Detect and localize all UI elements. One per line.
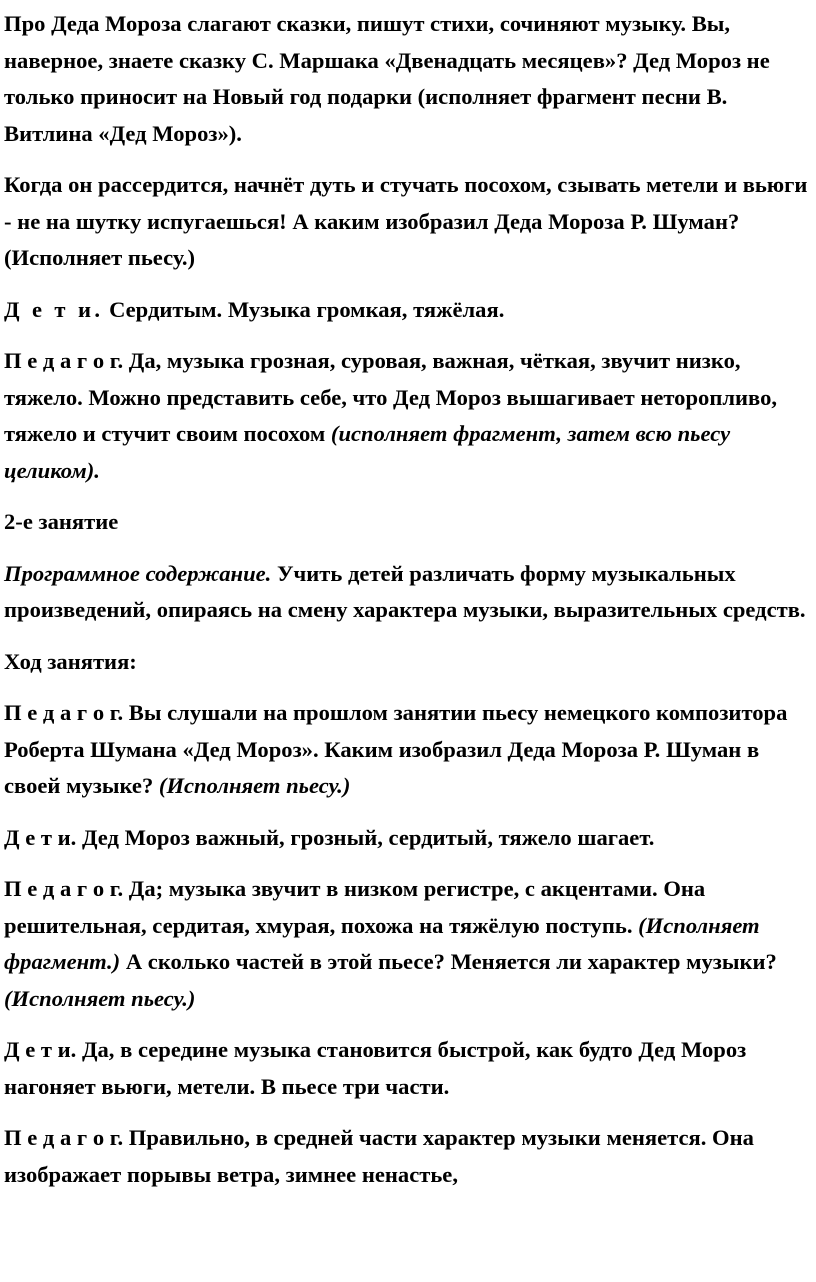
program-content: [4, 556, 812, 629]
heading-text: Ход занятия:: [4, 648, 137, 674]
stage-direction: (исполняет фрагмент, затем всю пьесу целиком).: [4, 421, 731, 483]
dialogue-text-continued: А сколько частей в этой пьесе? Меняется ли характер музыки?: [125, 949, 777, 974]
lesson-heading: [4, 504, 812, 541]
lesson-course-heading: [4, 644, 812, 681]
program-label: Программное содержание.: [4, 560, 272, 586]
speaker-label: П е д а г о г.: [4, 1125, 124, 1150]
dialogue-text: Дед Мороз важный, грозный, сердитый, тяжело шагает.: [81, 824, 655, 850]
dialogue-text: Да, музыка грозная, суровая, важная, чёткая, звучит низко, тяжело. Можно представить себе, что Дед Мороз вышагивает неторопливо, тяжело и стучит своим посохом: [4, 348, 778, 446]
speaker-label: П е д а г о г.: [4, 348, 124, 373]
speaker-label: П е д а г о г.: [4, 876, 124, 901]
speaker-label: Д е т и.: [4, 1037, 77, 1062]
speaker-label: П е д а г о г.: [4, 700, 124, 725]
program-text: Учить детей различать форму музыкальных произведений, опираясь на смену характера музыки, выразительных средств.: [4, 560, 806, 622]
stage-direction: (Исполняет пьесу.): [4, 985, 196, 1011]
dialogue-text: Да, в середине музыка становится быстрой, как будто Дед Мороз нагоняет вьюги, метели. В пьесе три части.: [4, 1037, 747, 1099]
stage-direction: (Исполняет фрагмент.): [4, 912, 760, 974]
speaker-label: Д е т и.: [4, 296, 104, 322]
speaker-label: Д е т и.: [4, 824, 77, 850]
dialogue-children-1: [4, 292, 812, 329]
dialogue-text: Правильно, в средней части характер музыки меняется. Она изображает порывы ветра, зимнее ненастье,: [4, 1125, 754, 1187]
paragraph-intro: [4, 6, 812, 152]
heading-text: 2-е занятие: [4, 509, 119, 534]
dialogue-text: Вы слушали на прошлом занятии пьесу немецкого композитора Роберта Шумана «Дед Мороз». Каким изобразил Деда Мороза Р. Шуман в своей музыке?: [4, 700, 788, 798]
paragraph-text: Когда он рассердится, начнёт дуть и стучать посохом, сзывать метели и вьюги - не на шутку испугаешься! А каким изобразил Деда Мороза Р. Шуман? (Исполняет пьесу.): [4, 172, 808, 270]
dialogue-text: Сердитым. Музыка громкая, тяжёлая.: [109, 296, 505, 322]
stage-direction: (Исполняет пьесу.): [158, 773, 351, 798]
paragraph-anger: [4, 167, 812, 277]
dialogue-teacher-3: [4, 871, 812, 1017]
dialogue-teacher-1: [4, 343, 812, 489]
dialogue-children-2: [4, 820, 812, 857]
dialogue-text: Да; музыка звучит в низком регистре, с акцентами. Она решительная, сердитая, хмурая, похожа на тяжёлую поступь.: [4, 876, 706, 938]
paragraph-text: Про Деда Мороза слагают сказки, пишут стихи, сочиняют музыку. Вы, наверное, знаете сказку С. Маршака «Двенадцать месяцев»? Дед Мороз не только приносит на Новый год подарки (исполняет фрагмент песни В. Витлина «Дед Мороз»).: [4, 11, 770, 146]
dialogue-teacher-4: [4, 1120, 812, 1193]
dialogue-children-3: [4, 1032, 812, 1105]
dialogue-teacher-2: [4, 695, 812, 805]
